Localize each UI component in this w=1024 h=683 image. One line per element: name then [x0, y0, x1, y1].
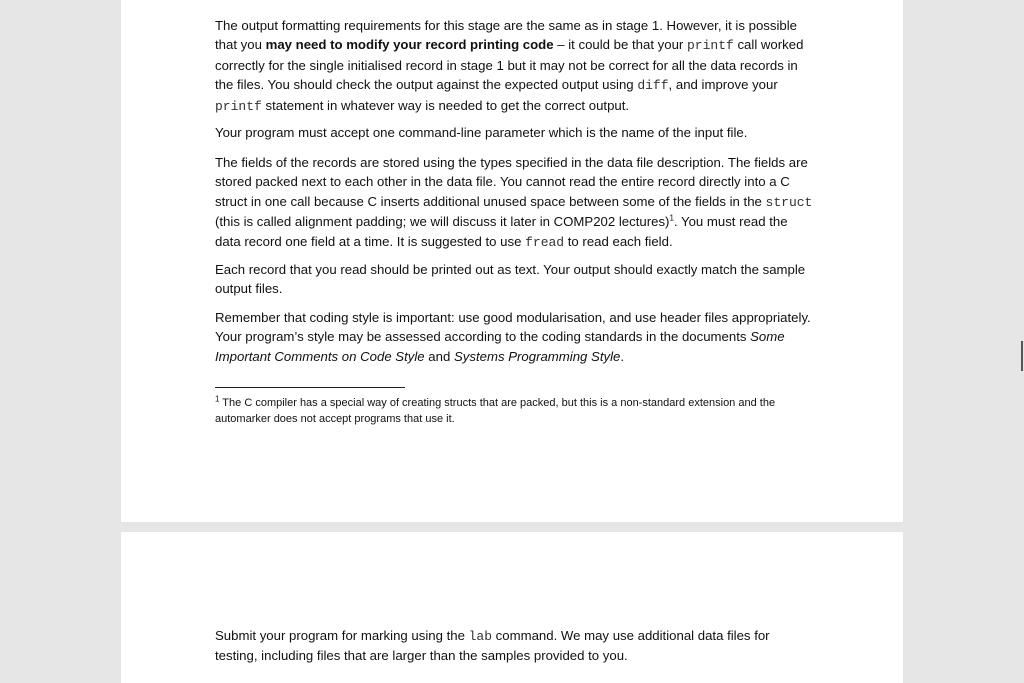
paragraph-command-line-parameter: Your program must accept one command-line parameter which is the name of the input file.: [215, 125, 748, 140]
paragraph-print-records: Each record that you read should be printed out as text. Your output should exactly match the sample output files.: [215, 262, 806, 297]
document-title-code-style: Some Important Comments on Code Style: [215, 329, 785, 364]
code-printf: printf: [215, 98, 262, 114]
code-fread: fread: [525, 234, 565, 250]
emphasis-modify-printing-code: may need to modify your record printing code: [265, 37, 554, 53]
footnote: $^1$ The C compiler has a special way of creating structs that are packed, but this is a non-standard extension and the automarker does not accept programs that use it.: [215, 394, 776, 425]
paragraph-output-formatting: The output formatting requirements for this stage are the same as in stage 1. However, it is possible that you may need to modify your record printing code – it could be that your printf call worked correctly for the single initialised record in stage 1 but it may not be correct for all the data records in the files. You should check the output against the expected output using diff, and improve your printf statement in whatever way is needed to get the correct output.: [215, 18, 804, 114]
footnote-number: 1: [215, 394, 220, 404]
document-page-2: [121, 532, 903, 683]
scrollbar-thumb[interactable]: [1021, 341, 1023, 371]
code-printf: printf: [686, 38, 734, 54]
footnote-separator: [215, 387, 405, 388]
footnote-reference[interactable]: 1: [669, 213, 674, 223]
paragraph-coding-style: Remember that coding style is important: use good modularisation, and use header files appropriately. Your program’s style may be assessed according to the coding standards in the documents Some Important Comments on Code Style and Systems Programming Style.: [215, 310, 811, 364]
document-page-1: [121, 0, 903, 522]
code-diff: diff: [637, 78, 669, 94]
paragraph-submit-program: Submit your program for marking using the lab command. We may use additional data files for testing, including files that are larger than the samples provided to you.: [215, 628, 770, 664]
paragraph-record-fields: The fields of the records are stored using the types specified in the data file description. The fields are stored packed next to each other in the data file. You cannot read the entire record directly into a C struct in one call because C inserts additional unused space between some of the fields in the struct (this is called alignment padding; we will discuss it later in COMP202 lectures)$^1$. You must read the data record one field at a time. It is suggested to use fread to read each field.: [215, 155, 813, 250]
code-lab: lab: [468, 629, 493, 644]
code-struct: struct: [765, 194, 813, 210]
document-title-systems-programming-style: Systems Programming Style: [453, 348, 621, 364]
